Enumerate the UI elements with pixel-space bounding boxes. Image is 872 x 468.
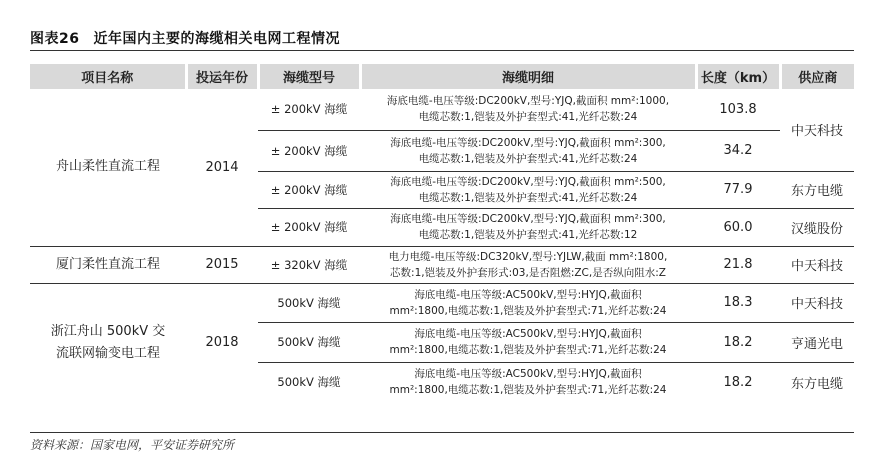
cable-length: 18.2 [696, 362, 780, 402]
supplier: 东方电缆 [780, 362, 854, 402]
cable-length: 18.2 [696, 322, 780, 362]
cable-length: 18.3 [696, 283, 780, 322]
cable-model: ± 200kV 海缆 [258, 130, 360, 171]
supplier: 中天科技 [790, 124, 843, 140]
cable-length: 103.8 [719, 101, 757, 117]
project-name: 浙江舟山 500kV 交 流联网输变电工程 [30, 283, 186, 402]
cable-model: ± 320kV 海缆 [258, 246, 360, 283]
cable-detail: 海底电缆-电压等级:DC200kV,型号:YJQ,截面积 mm²:300, 电缆芯数:1,铠装及外护套型式:41,光纤芯数:24 [360, 130, 696, 171]
project-year: 2015 [186, 246, 258, 283]
cable-length: 77.9 [696, 171, 780, 208]
table-row [30, 89, 854, 130]
supplier: 中天科技 [780, 246, 854, 283]
cable-detail: 海底电缆-电压等级:AC500kV,型号:HYJQ,截面积 mm²:1800,电缆芯数:1,铠装及外护套型式:71,光纤芯数:24 [360, 322, 696, 362]
header-supplier: 供应商 [780, 64, 854, 89]
table-row [30, 283, 854, 322]
project-year: 2018 [186, 283, 258, 402]
cable-length: 34.2 [696, 130, 780, 171]
supplier: 中天科技 [780, 283, 854, 322]
header-row [30, 64, 854, 89]
header-project-name: 项目名称 [30, 64, 186, 89]
header-length: 长度（km） [696, 64, 780, 89]
supplier: 汉缆股份 [780, 208, 854, 246]
project-year: 2014 [205, 159, 239, 175]
cable-projects-table [30, 64, 854, 402]
top-rule [30, 50, 854, 51]
supplier: 东方电缆 [780, 171, 854, 208]
table-title [30, 28, 340, 48]
table-row [30, 246, 854, 283]
cable-length: 21.8 [696, 246, 780, 283]
cable-length: 60.0 [696, 208, 780, 246]
project-name: 舟山柔性直流工程 [55, 159, 160, 175]
header-year: 投运年份 [186, 64, 258, 89]
cable-model: 500kV 海缆 [258, 362, 360, 402]
bottom-rule [30, 432, 854, 433]
cable-detail: 海底电缆-电压等级:DC200kV,型号:YJQ,截面积 mm²:300, 电缆芯数:1,铠装及外护套型式:41,光纤芯数:12 [360, 208, 696, 246]
figure-title-text: 近年国内主要的海缆相关电网工程情况 [93, 31, 340, 47]
cable-detail: 海底电缆-电压等级:AC500kV,型号:HYJQ,截面积 mm²:1800,电缆芯数:1,铠装及外护套型式:71,光纤芯数:24 [360, 283, 696, 322]
cable-model: ± 200kV 海缆 [258, 208, 360, 246]
cable-model: 500kV 海缆 [258, 322, 360, 362]
cable-detail: 电力电缆-电压等级:DC320kV,型号:YJLW,截面 mm²:1800, 芯数:1,铠装及外护套形式:03,是否阻燃:ZC,是否纵向阻水:Z [360, 246, 696, 283]
supplier: 亨通光电 [780, 322, 854, 362]
cable-model: ± 200kV 海缆 [258, 171, 360, 208]
cable-detail: 海底电缆-电压等级:DC200kV,型号:YJQ,截面积 mm²:1000, 电缆芯数:1,铠装及外护套型式:41,光纤芯数:24 [386, 95, 670, 124]
figure-number: 图表26 [30, 31, 80, 47]
cable-model: ± 200kV 海缆 [270, 102, 348, 117]
header-cable-model: 海缆型号 [258, 64, 360, 89]
project-name: 厦门柔性直流工程 [30, 246, 186, 283]
header-cable-detail: 海缆明细 [360, 64, 696, 89]
cable-detail: 海底电缆-电压等级:DC200kV,型号:YJQ,截面积 mm²:500, 电缆芯数:1,铠装及外护套型式:41,光纤芯数:24 [360, 171, 696, 208]
source-note: 资料来源：国家电网，平安证券研究所 [30, 438, 235, 452]
cable-detail: 海底电缆-电压等级:AC500kV,型号:HYJQ,截面积 mm²:1800,电缆芯数:1,铠装及外护套型式:71,光纤芯数:24 [360, 362, 696, 402]
cable-model: 500kV 海缆 [258, 283, 360, 322]
